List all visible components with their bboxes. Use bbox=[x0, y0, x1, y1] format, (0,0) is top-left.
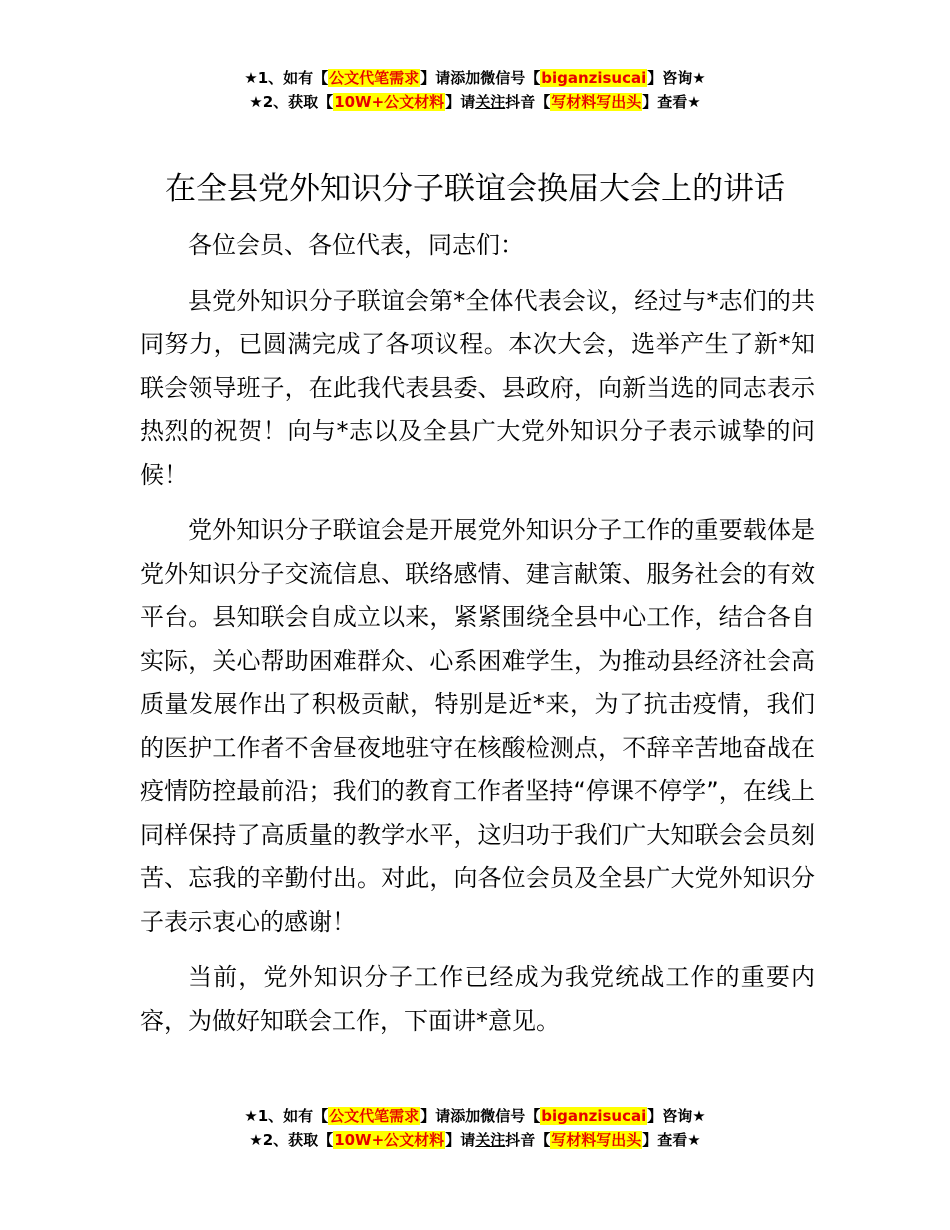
highlight-service: 公文代笔需求 bbox=[329, 69, 420, 87]
highlight-service: 公文代笔需求 bbox=[329, 1107, 420, 1125]
underlined-follow: 关注 bbox=[475, 1131, 506, 1149]
salutation: 各位会员、各位代表，同志们： bbox=[188, 231, 524, 259]
banner-text: ★2、获取【 bbox=[249, 93, 334, 111]
banner-text: 】请 bbox=[445, 93, 476, 111]
highlight-materials: 10W+公文材料 bbox=[334, 93, 445, 111]
banner-line-2 bbox=[0, 90, 950, 114]
document-title: 在全县党外知识分子联谊会换届大会上的讲话 bbox=[165, 171, 785, 207]
banner-line-1 bbox=[0, 66, 950, 90]
highlight-account: 写材料写出头 bbox=[551, 93, 642, 111]
underlined-follow: 关注 bbox=[475, 93, 506, 111]
highlight-wechat-id: biganzisucai bbox=[541, 1107, 647, 1125]
paragraph: 县党外知识分子联谊会第*全体代表会议，经过与*志们的共同努力，已圆满完成了各项议程。本次大会，选举产生了新*知联会领导班子，在此我代表县委、县政府，向新当选的同志表示热烈的祝贺！向与*志以及全县广大党外知识分子表示诚挚的问候！ bbox=[140, 286, 815, 489]
highlight-wechat-id: biganzisucai bbox=[541, 69, 647, 87]
header-banner bbox=[0, 66, 950, 114]
banner-text: 】请添加微信号【 bbox=[420, 69, 541, 87]
banner-text: 】查看★ bbox=[642, 1131, 701, 1149]
banner-text: 】请添加微信号【 bbox=[420, 1107, 541, 1125]
banner-line-2 bbox=[0, 1128, 950, 1152]
banner-text: 】查看★ bbox=[642, 93, 701, 111]
banner-text: 】请 bbox=[445, 1131, 476, 1149]
banner-text: 抖音【 bbox=[505, 1131, 551, 1149]
banner-text: ★1、如有【 bbox=[244, 69, 329, 87]
highlight-materials: 10W+公文材料 bbox=[334, 1131, 445, 1149]
banner-text: 】咨询★ bbox=[647, 1107, 706, 1125]
banner-line-1 bbox=[0, 1104, 950, 1128]
footer-banner bbox=[0, 1104, 950, 1152]
paragraph: 党外知识分子联谊会是开展党外知识分子工作的重要载体是党外知识分子交流信息、联络感情、建言献策、服务社会的有效平台。县知联会自成立以来，紧紧围绕全县中心工作，结合各自实际，关心帮助困难群众、心系困难学生，为推动县经济社会高质量发展作出了积极贡献，特别是近*来，为了抗击疫情，我们的医护工作者不舍昼夜地驻守在核酸检测点，不辞辛苦地奋战在疫情防控最前沿；我们的教育工作者坚持“停课不停学”，在线上同样保持了高质量的教学水平，这归功于我们广大知联会会员刻苦、忘我的辛勤付出。对此，向各位会员及全县广大党外知识分子表示衷心的感谢！ bbox=[140, 516, 815, 936]
banner-text: ★1、如有【 bbox=[244, 1107, 329, 1125]
document-body bbox=[140, 224, 815, 1043]
highlight-account: 写材料写出头 bbox=[551, 1131, 642, 1149]
paragraph: 当前，党外知识分子工作已经成为我党统战工作的重要内容，为做好知联会工作，下面讲*意见。 bbox=[140, 963, 815, 1035]
banner-text: 】咨询★ bbox=[647, 69, 706, 87]
banner-text: 抖音【 bbox=[505, 93, 551, 111]
banner-text: ★2、获取【 bbox=[249, 1131, 334, 1149]
